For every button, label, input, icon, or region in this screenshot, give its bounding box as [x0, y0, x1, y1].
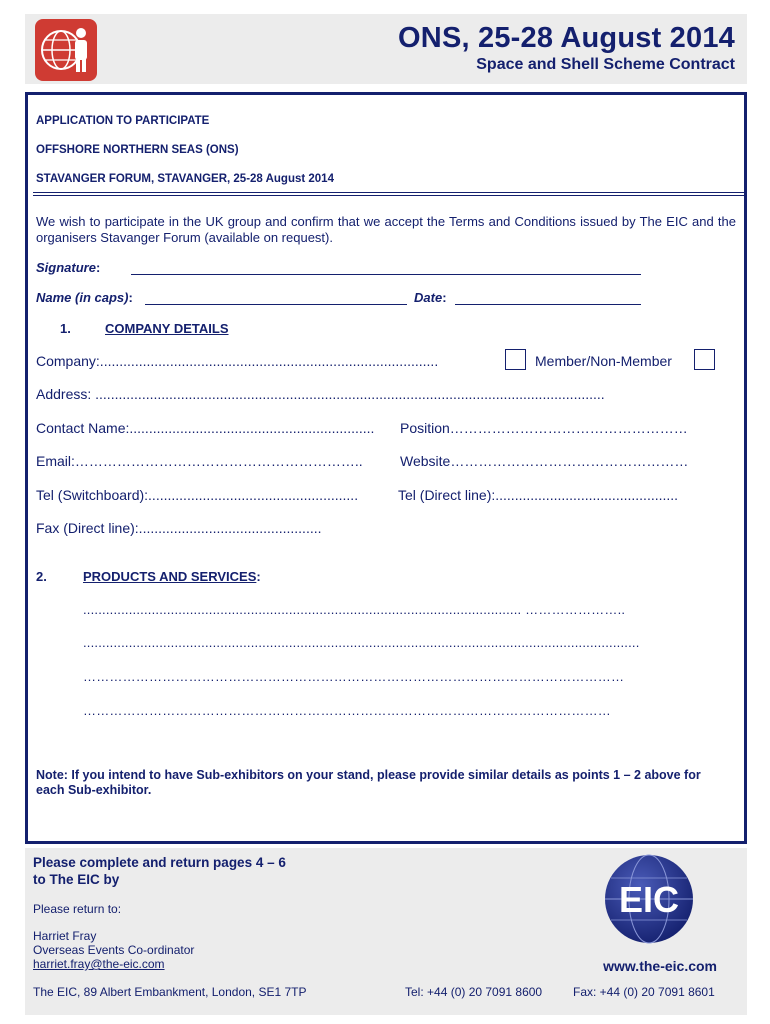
intro-paragraph: We wish to participate in the UK group and confirm that we accept the Terms and Conditions issued by The EIC and the organisers Stavanger Forum (available on request).	[36, 214, 736, 245]
return-heading-line2: to The EIC by	[33, 872, 120, 887]
eic-fax: Fax: +44 (0) 20 7091 8601	[573, 985, 715, 999]
double-divider	[33, 192, 744, 196]
date-label-text: Date	[414, 290, 443, 305]
eic-telephone: Tel: +44 (0) 20 7091 8600	[405, 985, 543, 999]
fax-direct-field[interactable]: Fax (Direct line):...............................................	[36, 520, 322, 536]
section1-title	[105, 321, 229, 336]
section2-title	[83, 569, 261, 584]
tel-switchboard-field[interactable]: Tel (Switchboard):......................................................	[36, 487, 359, 503]
eic-address: The EIC, 89 Albert Embankment, London, SE1 7TP	[33, 985, 307, 999]
page-subtitle: Space and Shell Scheme Contract	[476, 56, 735, 73]
products-line-2[interactable]: ..................................................................................................................................................	[83, 635, 640, 650]
date-colon: :	[442, 290, 447, 305]
date-label	[414, 290, 447, 305]
return-heading-line1: Please complete and return pages 4 – 6	[33, 855, 286, 870]
form-heading-event: OFFSHORE NORTHERN SEAS (ONS)	[36, 144, 239, 156]
return-to-label: Please return to:	[33, 902, 122, 916]
footer-panel	[25, 848, 747, 1015]
eic-website-link[interactable]: www.the-eic.com	[603, 958, 717, 974]
signature-label	[36, 260, 100, 275]
member-checkbox[interactable]	[505, 349, 526, 370]
section2-number: 2.	[36, 569, 47, 584]
website-field[interactable]: Website……………………………………………	[400, 453, 689, 469]
form-heading-application: APPLICATION TO PARTICIPATE	[36, 115, 210, 127]
section2-title-text: PRODUCTS AND SERVICES	[83, 569, 257, 584]
section1-title-text: COMPANY DETAILS	[105, 321, 229, 336]
products-line-3[interactable]: ……………………………………………………………………………………………………………	[83, 669, 625, 684]
header-panel	[25, 14, 747, 84]
products-line-4[interactable]: …………………………………………………………………………………………………………	[83, 703, 611, 718]
tel-direct-field[interactable]: Tel (Direct line):...............................................	[398, 487, 679, 503]
name-label-text: Name (in caps)	[36, 290, 129, 305]
date-field[interactable]	[455, 304, 641, 305]
section2-colon: :	[256, 569, 261, 584]
contact-person-name: Harriet Fray	[33, 929, 97, 943]
position-field[interactable]: Position……………………………………………	[400, 420, 688, 436]
event-logo-icon	[35, 19, 97, 81]
products-line-1[interactable]: ................................................................................................................... …………………..	[83, 602, 626, 617]
form-heading-venue: STAVANGER FORUM, STAVANGER, 25-28 August 2014	[36, 173, 334, 185]
address-field[interactable]: Address: ...................................................................................................................................	[36, 386, 605, 402]
member-label: Member/Non-Member	[535, 353, 672, 369]
name-label	[36, 290, 133, 305]
signature-field[interactable]	[131, 274, 641, 275]
eic-logo-text: EIC	[618, 879, 680, 920]
contact-email-link[interactable]: harriet.fray@the-eic.com	[33, 957, 165, 971]
page-title: ONS, 25-28 August 2014	[398, 22, 735, 54]
contact-name-field[interactable]: Contact Name:...............................................................	[36, 420, 375, 436]
application-form	[25, 92, 747, 844]
name-field[interactable]	[145, 304, 407, 305]
eic-logo-icon	[603, 853, 695, 945]
section1-number: 1.	[60, 321, 71, 336]
non-member-checkbox[interactable]	[694, 349, 715, 370]
email-field[interactable]: Email:……………………………………………………..	[36, 453, 363, 469]
signature-label-text: Signature	[36, 260, 96, 275]
return-instructions	[33, 854, 286, 888]
company-field[interactable]: Company:.......................................................................................	[36, 353, 439, 369]
name-colon: :	[128, 290, 133, 305]
sub-exhibitor-note: Note: If you intend to have Sub-exhibitors on your stand, please provide similar details as points 1 – 2 above for each Sub-exhibitor.	[36, 768, 701, 797]
signature-colon: :	[95, 260, 101, 275]
contact-person-role: Overseas Events Co-ordinator	[33, 943, 195, 957]
